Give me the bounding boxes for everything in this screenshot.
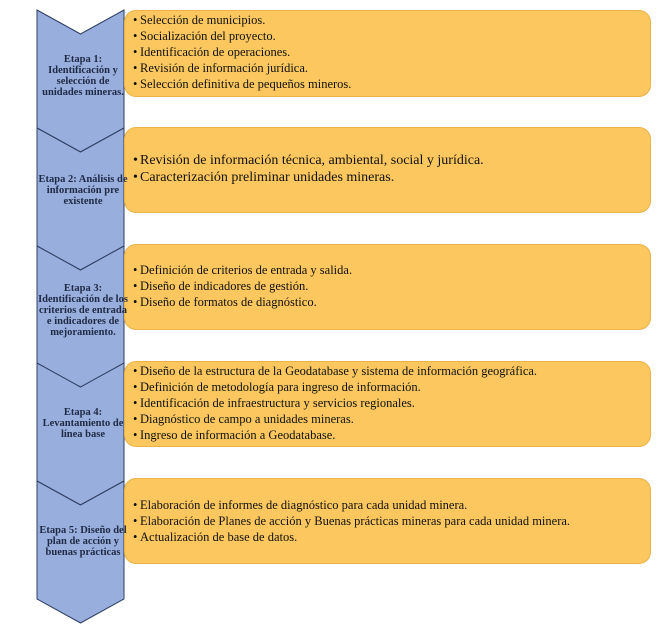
stage-4-item: • Diagnóstico de campo a unidades mineras. <box>133 411 537 427</box>
stage-4-item: • Identificación de infraestructura y servicios regionales. <box>133 395 537 411</box>
stage-1-item: • Selección definitiva de pequeños mineros. <box>133 76 351 92</box>
stage-3-item: • Diseño de indicadores de gestión. <box>133 278 352 294</box>
stage-4-item: • Diseño de la estructura de la Geodatabase y sistema de información geográfica. <box>133 363 537 379</box>
stage-1-item: • Selección de municipios. <box>133 12 351 28</box>
stage-2-item: • Revisión de información técnica, ambiental, social y jurídica. <box>133 152 484 169</box>
stage-5-items <box>133 497 570 545</box>
stage-5-label: Etapa 5: Diseño del plan de acción y buenas prácticas <box>39 525 127 558</box>
stage-4-label: Etapa 4: Levantamiento de línea base <box>42 407 124 440</box>
stage-1-label: Etapa 1: Identificación y selección de unidades mineras. <box>42 54 124 98</box>
stage-2-items <box>133 152 484 186</box>
stage-4-item: • Definición de metodología para ingreso de información. <box>133 379 537 395</box>
stage-3-items <box>133 262 352 310</box>
stage-3-label: Etapa 3: Identificación de los criterios de entrada e indicadores de mejoramiento. <box>38 283 128 338</box>
stage-5-item: • Elaboración de informes de diagnóstico para cada unidad minera. <box>133 497 570 513</box>
stage-1-item: • Socialización del proyecto. <box>133 28 351 44</box>
stage-3-item: • Diseño de formatos de diagnóstico. <box>133 294 352 310</box>
stage-4-item: • Ingreso de información a Geodatabase. <box>133 427 537 443</box>
stage-1-items <box>133 12 351 92</box>
stage-2-label: Etapa 2: Análisis de información pre existente <box>38 174 128 207</box>
stage-4-items <box>133 363 537 443</box>
stage-3-item: • Definición de criterios de entrada y salida. <box>133 262 352 278</box>
stage-5-item: • Elaboración de Planes de acción y Buenas prácticas mineras para cada unidad minera. <box>133 513 570 529</box>
stage-1-item: • Identificación de operaciones. <box>133 44 351 60</box>
stage-2-item: • Caracterización preliminar unidades mineras. <box>133 169 484 186</box>
stage-5-item: • Actualización de base de datos. <box>133 529 570 545</box>
stage-1-item: • Revisión de información jurídica. <box>133 60 351 76</box>
